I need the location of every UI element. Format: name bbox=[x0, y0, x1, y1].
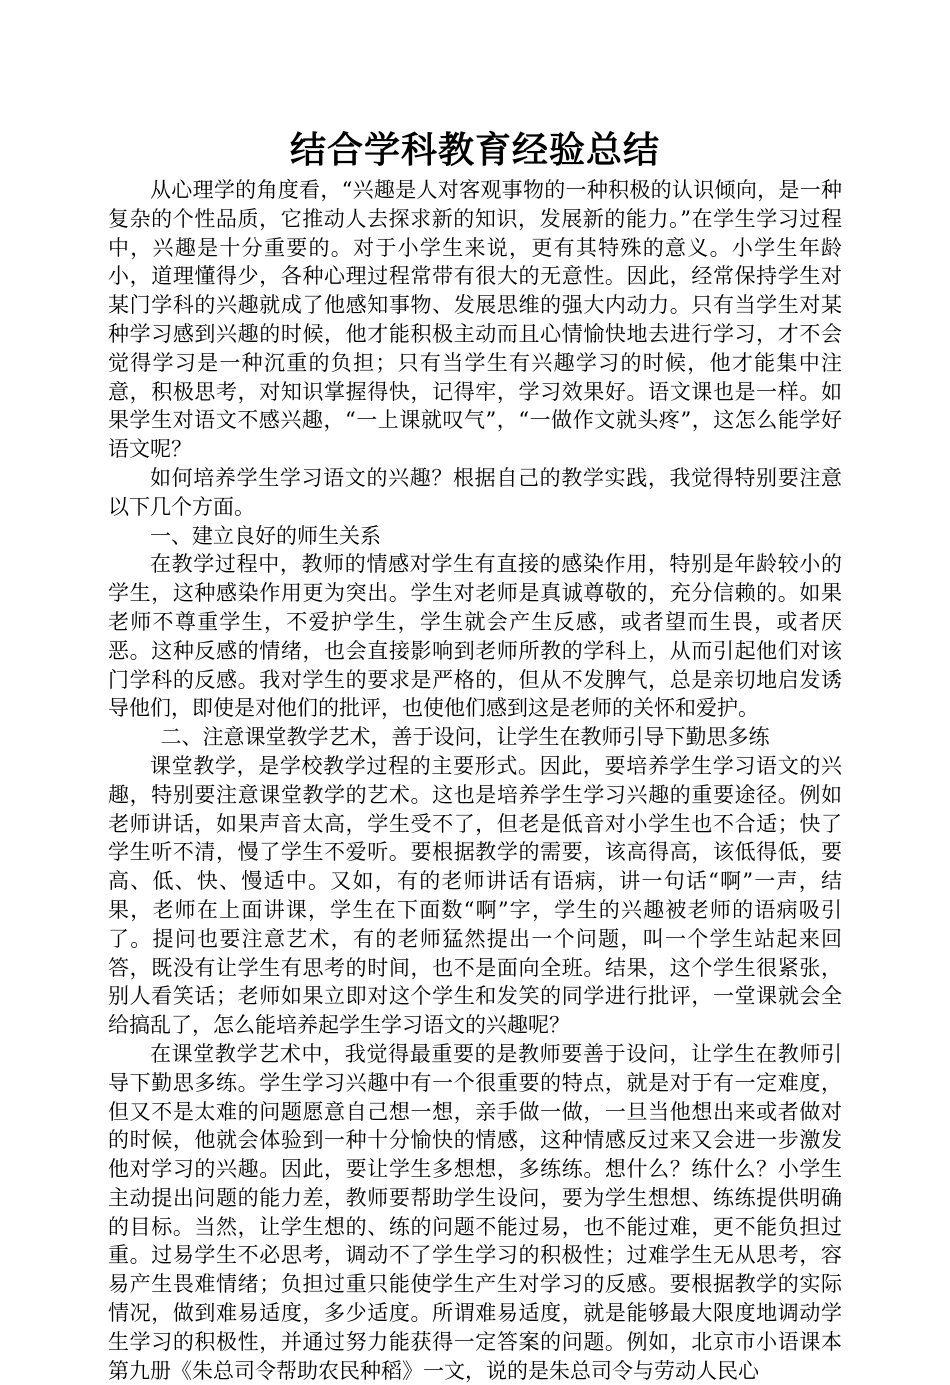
section-heading-1: 一、建立良好的师生关系 bbox=[150, 523, 381, 548]
intro-paragraph-1: 从心理学的角度看，“兴趣是人对客观事物的一种积极的认识倾向，是一种复杂的个性品质，它推动人去探求新的知识，发展新的能力。”在学生学习过程中，兴趣是十分重要的。对于小学生来说，更有其特殊的意义。小学生年龄小，道理懂得少，各种心理过程常带有很大的无意性。因此，经常保持学生对某门学科的兴趣就成了他感知事物、发展思维的强大内动力。只有当学生对某种学习感到兴趣的时候，他才能积极主动而且心情愉快地去进行学习，才不会觉得学习是一种沉重的负担；只有当学生有兴趣学习的时候，他才能集中注意，积极思考，对知识掌握得快，记得牢，学习效果好。语文课也是一样。如果学生对语文不感兴趣，“一上课就叹气”，“一做作文就头疼”，这怎么能学好语文呢？ bbox=[108, 178, 842, 462]
section-2-paragraph-1: 课堂教学，是学校教学过程的主要形式。因此，要培养学生学习语文的兴趣，特别要注意课堂教学的艺术。这也是培养学生学习兴趣的重要途径。例如老师讲话，如果声音太高，学生受不了，但老是低音对小学生也不合适；快了学生听不清，慢了学生不爱听。要根据教学的需要，该高得高，该低得低，要高、低、快、慢适中。又如，有的老师讲话有语病，讲一句话“啊”一声，结果，老师在上面讲课，学生在下面数“啊”字，学生的兴趣被老师的语病吸引了。提问也要注意艺术，有的老师猛然提出一个问题，叫一个学生站起来回答，既没有让学生有思考的时间，也不是面向全班。结果，这个学生很紧张，别人看笑话；老师如果立即对这个学生和发笑的同学进行批评，一堂课就会全给搞乱了，怎么能培养起学生学习语文的兴趣呢？ bbox=[108, 753, 842, 1038]
document-page bbox=[108, 126, 842, 1385]
document-title: 结合学科教育经验总结 bbox=[289, 129, 660, 171]
section-2-paragraph-2: 在课堂教学艺术中，我觉得最重要的是教师要善于设问，让学生在教师引导下勤思多练。学生学习兴趣中有一个很重要的特点，就是对于有一定难度，但又不是太难的问题愿意自己想一想，亲手做一做，一旦当他想出来或者做对的时候，他就会体验到一种十分愉快的情感，这种情感反过来又会进一步激发他对学习的兴趣。因此，要让学生多想想，多练练。想什么？练什么？小学生主动提出问题的能力差，教师要帮助学生设问，要为学生想想、练练提供明确的目标。当然，让学生想的、练的问题不能过易，也不能过难，更不能负担过重。过易学生不必思考，调动不了学生学习的积极性；过难学生无从思考，容易产生畏难情绪；负担过重只能使学生产生对学习的反感。要根据教学的实际情况，做到难易适度，多少适度。所谓难易适度，就是能够最大限度地调动学生学习的积极性，并通过努力能获得一定答案的问题。例如，北京市小语课本第九册《朱总司令帮助农民种稻》一文，说的是朱总司令与劳动人民心 bbox=[108, 1041, 842, 1383]
section-heading-2: 二、注意课堂教学艺术，善于设问，让学生在教师引导下勤思多练 bbox=[160, 725, 770, 750]
intro-paragraph-2: 如何培养学生学习语文的兴趣？根据自己的教学实践，我觉得特别要注意以下几个方面。 bbox=[108, 465, 842, 519]
section-1-paragraph: 在教学过程中，教师的情感对学生有直接的感染作用，特别是年龄较小的学生，这种感染作用更为突出。学生对老师是真诚尊敬的，充分信赖的。如果老师不尊重学生，不爱护学生，学生就会产生反感，或者望而生畏，或者厌恶。这种反感的情绪，也会直接影响到老师所教的学科上，从而引起他们对该门学科的反感。我对学生的要求是严格的，但从不发脾气，总是亲切地启发诱导他们，即使是对他们的批评，也使他们感到这是老师的关怀和爱护。 bbox=[108, 552, 842, 721]
